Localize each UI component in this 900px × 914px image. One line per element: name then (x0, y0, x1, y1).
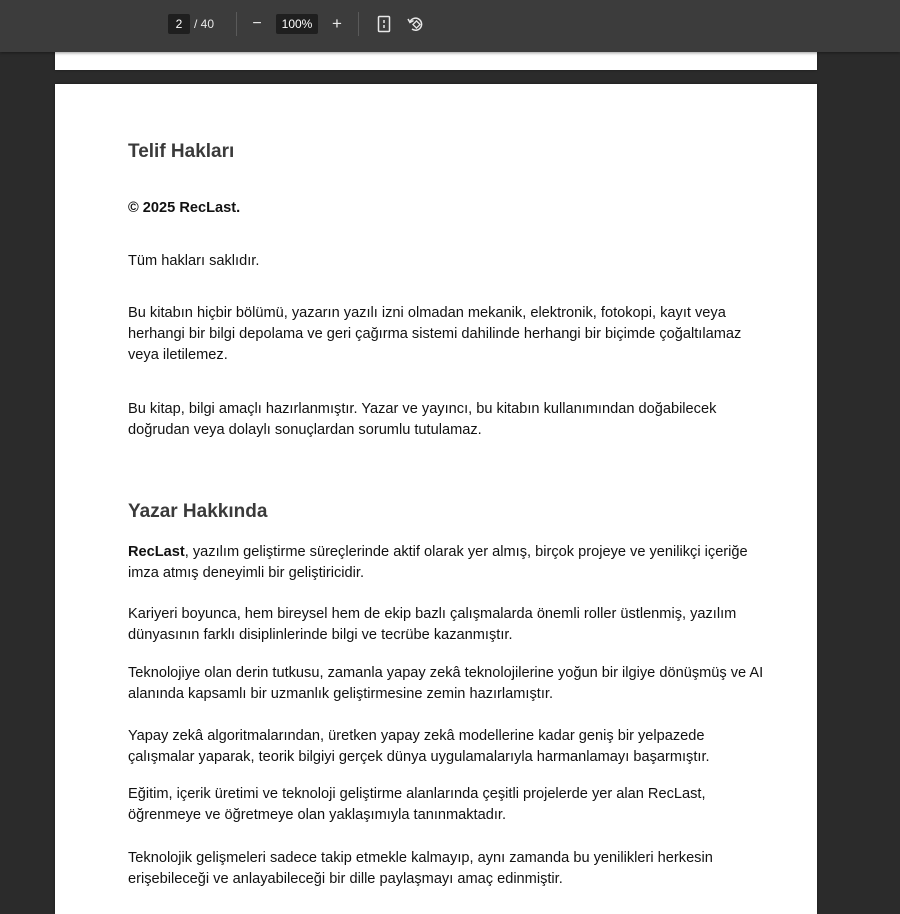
copyright-paragraph-1: Bu kitabın hiçbir bölümü, yazarın yazılı izni olmadan mekanik, elektronik, fotokopi, kayıt veya herhangi bir bilgi depolama ve geri çağırma sistemi dahilinde herhangi bir biçimde çoğaltılamaz veya iletilemez. (128, 305, 742, 363)
fit-page-icon (377, 15, 391, 33)
author-name: RecLast (128, 544, 185, 560)
plus-icon: + (332, 14, 342, 33)
copyright-heading: Telif Hakları (128, 141, 235, 162)
copyright-line: © 2025 RecLast. (128, 200, 241, 216)
author-paragraph-2: Kariyeri boyunca, hem bireysel hem de ekip bazlı çalışmalarda önemli roller üstlenmiş, yazılım dünyasının farklı disiplinlerinde bilgi ve tecrübe kazanmıştır. (128, 606, 737, 643)
document-page (55, 84, 817, 914)
rights-text: Tüm hakları saklıdır. (128, 253, 260, 269)
author-paragraph-6: Teknolojik gelişmeleri sadece takip etmekle kalmayıp, aynı zamanda bu yenilikleri herkesin erişebileceği ve anlayabileceği bir dille paylaşmayı amaç edinmiştir. (128, 850, 713, 887)
zoom-level-input[interactable]: 100% (276, 14, 318, 34)
pdf-toolbar (0, 0, 900, 52)
author-paragraph-4: Yapay zekâ algoritmalarından, üretken yapay zekâ modellerine kadar geniş bir yelpazede çalışmalar yaparak, teorik bilgiyi gerçek dünya uygulamalarıyla harmanlamayı başarmıştır. (128, 728, 710, 765)
zoom-out-button[interactable] (246, 14, 268, 34)
zoom-in-button[interactable] (326, 14, 348, 34)
toolbar-divider (358, 12, 359, 36)
author-paragraph-5: Eğitim, içerik üretimi ve teknoloji geliştirme alanlarında çeşitli projelerde yer alan RecLast, öğrenmeye ve öğretmeye olan yaklaşımıyla tanınmaktadır. (128, 786, 706, 823)
rotate-icon (406, 15, 424, 33)
fit-page-button[interactable] (373, 14, 395, 34)
author-paragraph-3: Teknolojiye olan derin tutkusu, zamanla yapay zekâ teknolojilerine yoğun bir ilgiye dönüşmüş ve AI alanında kapsamlı bir uzmanlık geliştirmesine zemin hazırlamıştır. (128, 665, 764, 702)
copyright-paragraph-2: Bu kitap, bilgi amaçlı hazırlanmıştır. Yazar ve yayıncı, bu kitabın kullanımından doğabilecek doğrudan veya dolaylı sonuçlardan sorumlu tutulamaz. (128, 401, 717, 438)
page-number-input[interactable]: 2 (168, 14, 190, 34)
author-heading: Yazar Hakkında (128, 501, 268, 522)
toolbar-divider (236, 12, 237, 36)
minus-icon: − (252, 15, 262, 32)
rotate-button[interactable] (404, 14, 426, 34)
author-paragraph-1-text: , yazılım geliştirme süreçlerinde aktif olarak yer almış, birçok projeye ve yenilikçi içeriğe imza atmış deneyimli bir geliştiricidir. (128, 544, 748, 581)
total-pages-label: / 40 (194, 17, 215, 31)
author-paragraph-1 (128, 542, 768, 584)
